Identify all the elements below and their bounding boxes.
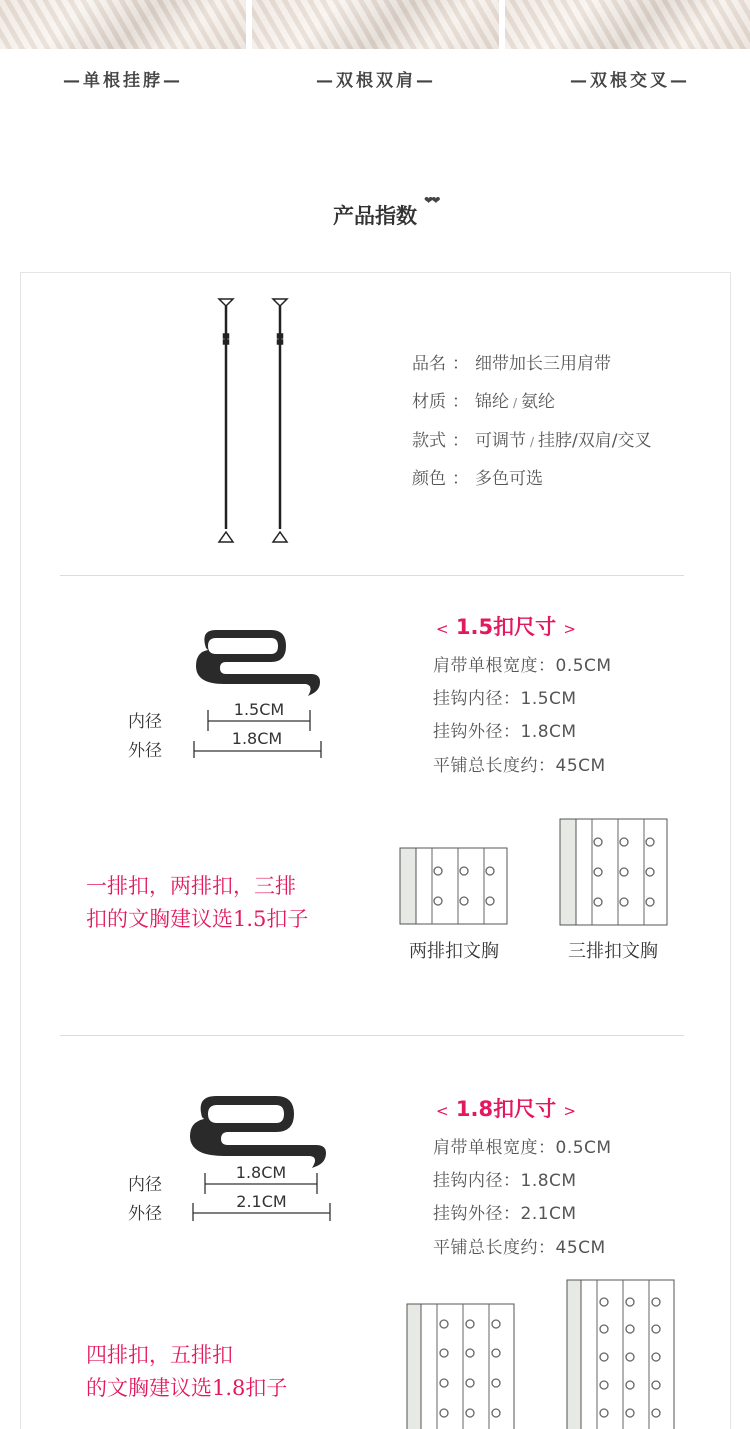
spec-total-length: 平铺总长度约：45CM [433, 756, 606, 776]
arrow-right-icon: > [563, 620, 576, 638]
outer-diameter-value: 2.1CM [236, 1192, 287, 1211]
outer-diameter-label: 外径 [128, 1204, 162, 1224]
info-colon: ： [452, 354, 469, 374]
info-value: 细带加长三用肩带 [475, 354, 611, 374]
info-value-2: 氨纶 [521, 392, 556, 412]
straps-illustration [210, 294, 300, 549]
info-row-style [412, 426, 652, 451]
info-key: 款式 [412, 431, 446, 451]
info-value: 锦纶 [475, 392, 509, 412]
info-value-2: 挂脖/双肩/交叉 [538, 431, 652, 451]
inner-diameter-value: 1.5CM [233, 700, 285, 719]
divider [60, 1035, 684, 1036]
spec-strap-width: 肩带单根宽度：0.5CM [433, 656, 612, 676]
arrow-left-icon: < [436, 620, 449, 638]
info-key: 品名 [412, 354, 446, 374]
three-row-closure-caption: 三排扣文胸 [568, 941, 658, 962]
four-row-closure-illustration [406, 1303, 516, 1429]
arrow-left-icon: < [436, 1102, 449, 1120]
recommendation-note-15 [86, 870, 308, 936]
spec-strap-width: 肩带单根宽度：0.5CM [433, 1138, 612, 1158]
note-line-2: 的文胸建议选1.8扣子 [86, 1376, 288, 1400]
note-line-2: 扣的文胸建议选1.5扣子 [86, 907, 309, 931]
spec-hook-inner: 挂钩内径：1.5CM [433, 689, 577, 709]
outer-diameter-label: 外径 [128, 741, 162, 761]
photo-double-cross [505, 0, 750, 49]
info-value: 多色可选 [475, 469, 543, 489]
info-row-name [412, 349, 611, 374]
hearts-icon: ❤❤ [424, 194, 439, 207]
spec-hook-inner: 挂钩内径：1.8CM [433, 1171, 577, 1191]
inner-diameter-value: 1.8CM [235, 1163, 287, 1182]
info-slash: / [530, 435, 535, 449]
style-label-double-shoulder: —双根双肩— [316, 71, 436, 91]
dimension-lines-15 [190, 703, 330, 759]
note-line-1: 四排扣，五排扣 [86, 1343, 233, 1367]
size-15-title [436, 611, 576, 641]
photo-single-halter [0, 0, 246, 49]
spec-hook-outer: 挂钩外径：2.1CM [433, 1204, 577, 1224]
section-title: 产品指数 [333, 204, 417, 228]
info-row-material [412, 387, 555, 412]
style-photo-strip [0, 0, 750, 50]
recommendation-note-18 [86, 1339, 287, 1405]
divider [60, 575, 684, 576]
info-key: 颜色 [412, 469, 446, 489]
inner-diameter-label: 内径 [128, 1175, 162, 1195]
info-slash: / [513, 396, 518, 410]
note-line-1: 一排扣，两排扣，三排 [86, 874, 296, 898]
outer-diameter-value: 1.8CM [231, 729, 283, 748]
spec-total-length: 平铺总长度约：45CM [433, 1238, 606, 1258]
hook-15-illustration [186, 624, 336, 704]
info-value: 可调节 [475, 431, 526, 451]
info-colon: ： [452, 469, 469, 489]
size-15-title-text: 1.5扣尺寸 [455, 615, 557, 639]
dimension-lines-18 [190, 1166, 335, 1222]
five-row-closure-illustration [566, 1279, 676, 1429]
size-18-title [436, 1093, 576, 1123]
three-row-closure-illustration [559, 818, 669, 926]
size-18-title-text: 1.8扣尺寸 [455, 1097, 557, 1121]
inner-diameter-label: 内径 [128, 712, 162, 732]
photo-double-shoulder [252, 0, 499, 49]
hook-18-illustration [184, 1092, 339, 1172]
style-label-double-cross: —双根交叉— [570, 71, 690, 91]
arrow-right-icon: > [563, 1102, 576, 1120]
info-row-color [412, 464, 543, 489]
info-colon: ： [452, 431, 469, 451]
two-row-closure-caption: 两排扣文胸 [409, 941, 499, 962]
info-key: 材质 [412, 392, 446, 412]
info-colon: ： [452, 392, 469, 412]
spec-hook-outer: 挂钩外径：1.8CM [433, 722, 577, 742]
two-row-closure-illustration [399, 847, 509, 925]
style-label-single-halter: —单根挂脖— [63, 71, 183, 91]
